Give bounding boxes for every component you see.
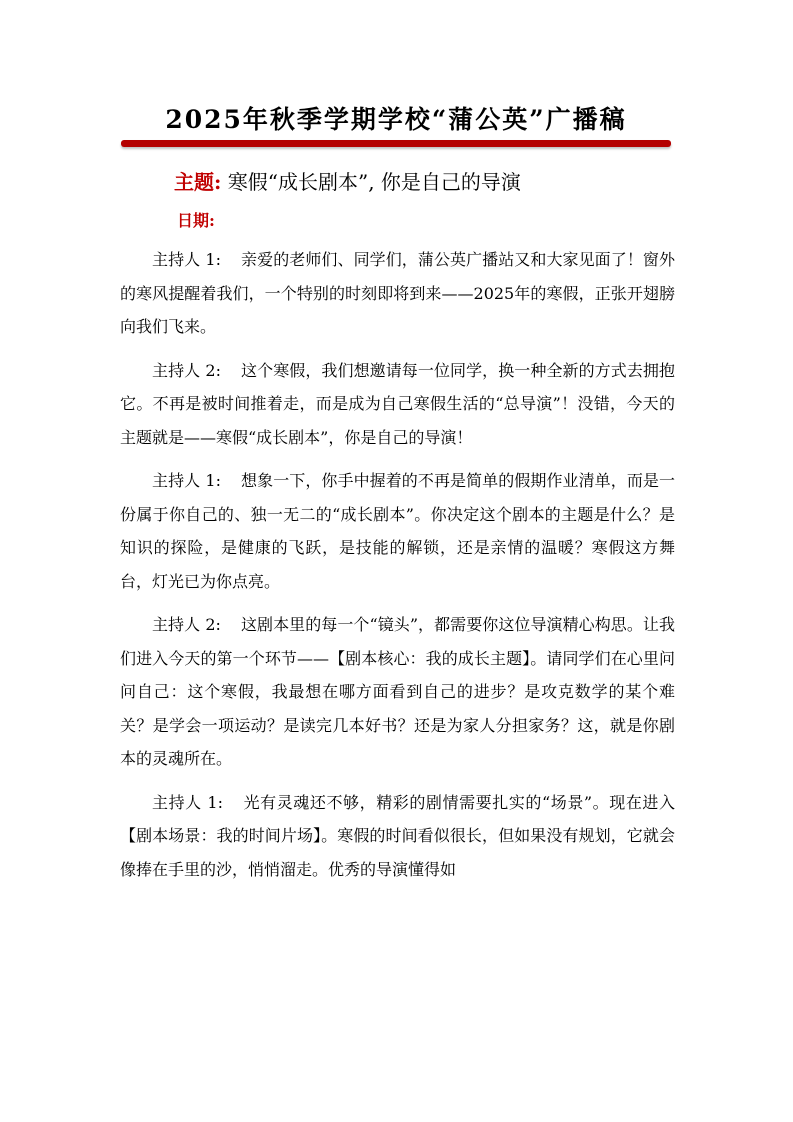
speaker-label: 主持人 1: <box>152 250 221 269</box>
speaker-label: 主持人 2: <box>152 615 221 634</box>
paragraph-text: 光有灵魂还不够，精彩的剧情需要扎实的“场景”。现在进入【剧本场景：我的时间片场】。寒假的时间看似很长，但如果没有规划，它就会像捧在手里的沙，悄悄溜走。优秀的导演懂得如 <box>120 792 675 879</box>
paragraph-text: 亲爱的老师们、同学们，蒲公英广播站又和大家见面了！窗外的寒风提醒着我们，一个特别的时刻即将到来——2025年的寒假，正张开翅膀向我们飞来。 <box>120 250 675 336</box>
speaker-label: 主持人 1: <box>152 471 221 490</box>
paragraph <box>120 608 675 776</box>
theme-label: 主题: <box>174 170 222 194</box>
title-underline-rule <box>121 140 671 147</box>
paragraph-text: 这剧本里的每一个“镜头”，都需要你这位导演精心构思。让我们进入今天的第一个环节——【剧本核心：我的成长主题】。请同学们在心里问问自己：这个寒假，我最想在哪方面看到自己的进步？是攻克数学的某个难关？是学会一项运动？是读完几本好书？还是为家人分担家务？这，就是你剧本的灵魂所在。 <box>120 615 675 768</box>
date-label: 日期: <box>177 211 215 230</box>
paragraph-text: 想象一下，你手中握着的不再是简单的假期作业清单，而是一份属于你自己的、独一无二的“成长剧本”。你决定这个剧本的主题是什么？是知识的探险，是健康的飞跃，是技能的解锁，还是亲情的温暖？寒假这方舞台，灯光已为你点亮。 <box>120 471 675 591</box>
theme-text: 寒假“成长剧本”, 你是自己的导演 <box>227 170 521 194</box>
paragraph <box>120 464 675 598</box>
speaker-label: 主持人 1: <box>152 792 223 812</box>
paragraph-text: 这个寒假，我们想邀请每一位同学，换一种全新的方式去拥抱它。不再是被时间推着走，而是成为自己寒假生活的“总导演”！没错，今天的主题就是——寒假“成长剧本”，你是自己的导演！ <box>120 360 675 447</box>
paragraph <box>120 786 675 887</box>
speaker-label: 主持人 2: <box>152 360 221 380</box>
document-title: 2025年秋季学期学校“蒲公英”广播稿 <box>165 105 627 134</box>
broadcast-body <box>120 243 675 896</box>
paragraph <box>120 243 675 344</box>
paragraph <box>120 354 675 455</box>
theme-line <box>174 166 521 195</box>
